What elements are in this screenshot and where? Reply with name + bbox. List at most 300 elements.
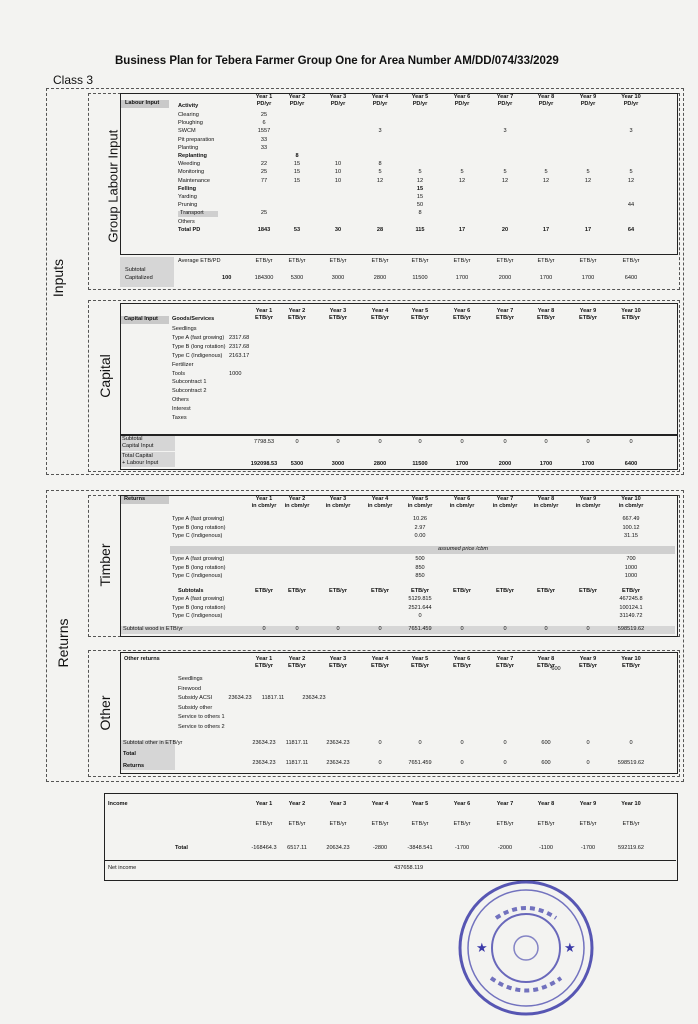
wood-subtotal-6: 0 <box>460 626 464 632</box>
unit-header-4: ETB/yr <box>370 315 390 321</box>
timber-price-y10: 1000 <box>624 573 638 579</box>
etb-unit-10: ETB/yr <box>622 258 640 264</box>
activity-weeding: Weeding <box>178 161 200 168</box>
activity-yarding: Yarding <box>178 194 197 200</box>
other-item: Service to others 1 <box>178 714 225 720</box>
year-header-3: Year 3 <box>329 656 347 662</box>
unit-header-1: PD/yr <box>256 101 272 107</box>
unit-header-1: ETB/yr <box>254 315 274 321</box>
year-header-4: Year 4 <box>371 656 389 662</box>
wood-subtotal-3: 0 <box>336 626 340 632</box>
timber-etb-unit-1: ETB/yr <box>254 588 274 594</box>
total-returns-value-1: 23634.23 <box>252 760 276 766</box>
capital-item: Others <box>172 397 189 404</box>
year-header-1: Year 1 <box>255 308 273 314</box>
income-heading: Income <box>108 801 128 807</box>
year-header-1: Year 1 <box>255 656 273 662</box>
labour-subtotal-2: 5300 <box>290 275 304 281</box>
income-total-3: 20634.23 <box>326 845 350 851</box>
labour-value: 8 <box>418 210 422 217</box>
year-header-5: Year 5 <box>411 308 429 314</box>
income-unit-4: ETB/yr <box>371 821 389 827</box>
unit-header-3: in cbm/yr <box>325 503 351 509</box>
unit-header-7: ETB/yr <box>495 315 515 321</box>
unit-header-3: ETB/yr <box>328 315 348 321</box>
year-header-9: Year 9 <box>579 496 597 502</box>
capital-item: Interest <box>172 406 191 413</box>
capital-subtotal-label-1: Subtotal <box>122 436 143 442</box>
capital-table <box>120 303 678 435</box>
year-header-10: Year 10 <box>621 496 641 502</box>
other-y8-value: 600 <box>551 666 561 672</box>
capital-subtotal-2: 0 <box>295 439 299 445</box>
capital-total-6: 1700 <box>455 461 469 467</box>
subsidy-value: 11817.11 <box>261 695 285 701</box>
timber-type-price: Type A (fast growing) <box>172 556 225 562</box>
year-header-2: Year 2 <box>288 496 306 502</box>
timber-cbm-y5: 2.97 <box>414 524 426 531</box>
labour-value: 28 <box>376 226 384 233</box>
year-header-1: Year 1 <box>255 94 273 100</box>
labour-value: 20 <box>501 226 509 233</box>
capital-total-9: 1700 <box>581 461 595 467</box>
unit-header-9: ETB/yr <box>578 663 598 669</box>
unit-header-4: ETB/yr <box>370 663 390 669</box>
unit-header-1: in cbm/yr <box>251 503 277 509</box>
timber-etb-unit-8: ETB/yr <box>536 588 556 594</box>
year-header-2: Year 2 <box>288 656 306 662</box>
wood-subtotal-5: 7651.459 <box>408 626 432 632</box>
avg-value: 100 <box>222 275 232 281</box>
other-item: Service to others 2 <box>178 723 225 730</box>
labour-value: 3 <box>629 128 633 135</box>
labour-value: 15 <box>293 161 301 168</box>
timber-type-price: Type C (Indigenous) <box>172 573 223 579</box>
unit-header-8: ETB/yr <box>536 315 556 321</box>
year-header-5: Year 5 <box>411 496 429 502</box>
year-header-9: Year 9 <box>579 308 597 314</box>
labour-subtotal-8: 1700 <box>539 275 553 281</box>
year-header-4: Year 4 <box>371 94 389 100</box>
activity-maintenance: Maintenance <box>178 177 211 184</box>
capital-subtotal-5: 0 <box>418 439 422 445</box>
year-header-1: Year 1 <box>255 801 273 807</box>
income-unit-8: ETB/yr <box>537 821 555 827</box>
avg-label: Average ETB/PD <box>178 258 221 264</box>
labour-value: 25 <box>260 169 268 176</box>
activity-transport: Transport <box>178 211 218 217</box>
capital-item: Tools <box>172 370 186 377</box>
income-unit-9: ETB/yr <box>579 821 597 827</box>
etb-unit-4: ETB/yr <box>371 258 389 264</box>
year-header-6: Year 6 <box>453 656 471 662</box>
price-band <box>170 546 675 554</box>
unit-header-6: ETB/yr <box>452 315 472 321</box>
etb-unit-9: ETB/yr <box>579 258 597 264</box>
capital-heading: Capital Input <box>124 316 158 322</box>
class-label: Class 3 <box>53 73 94 87</box>
year-header-1: Year 1 <box>255 496 273 502</box>
etb-unit-8: ETB/yr <box>537 258 555 264</box>
year-header-7: Year 7 <box>496 656 514 662</box>
other-subtotal-label: Subtotal other in ETB/yr <box>123 740 183 746</box>
unit-header-5: ETB/yr <box>410 315 430 321</box>
timber-etb-y10: 100124.1 <box>619 604 643 611</box>
unit-header-7: PD/yr <box>497 101 513 107</box>
year-header-7: Year 7 <box>496 496 514 502</box>
labour-heading: Labour Input <box>125 100 160 106</box>
capital-item: Type C (Indigenous) <box>172 352 223 359</box>
labour-value: 5 <box>586 169 590 176</box>
labour-subtotal-4: 2800 <box>373 275 387 281</box>
year-header-3: Year 3 <box>329 496 347 502</box>
labour-value: 15 <box>293 169 301 176</box>
labour-value: 12 <box>542 177 550 184</box>
unit-header-9: PD/yr <box>580 101 596 107</box>
labour-value: 50 <box>416 202 424 209</box>
total-returns-value-6: 0 <box>460 760 464 766</box>
income-unit-2: ETB/yr <box>288 821 306 827</box>
labour-value: 6 <box>262 120 266 127</box>
labour-value: 5 <box>460 169 464 176</box>
labour-value: 25 <box>260 112 268 118</box>
unit-header-4: in cbm/yr <box>367 503 393 509</box>
year-header-10: Year 10 <box>621 94 641 100</box>
year-header-6: Year 6 <box>453 308 471 314</box>
capital-subtotal-label-2: Capital Input <box>122 443 154 449</box>
timber-etb-unit-7: ETB/yr <box>495 588 515 594</box>
capital-total-label-1: Total Capital <box>122 453 153 459</box>
net-income-value: 437658.119 <box>394 865 424 871</box>
labour-value: 5 <box>503 169 507 176</box>
income-total-1: -168464.3 <box>251 845 277 851</box>
capital-item-value: 1000 <box>229 370 242 377</box>
labour-value: 10 <box>334 177 342 184</box>
year-header-2: Year 2 <box>288 94 306 100</box>
labour-value: 33 <box>260 144 268 151</box>
income-unit-7: ETB/yr <box>496 821 514 827</box>
income-total-6: -1700 <box>454 845 470 851</box>
capital-total-4: 2800 <box>373 461 387 467</box>
labour-subtotal-3: 3000 <box>331 275 345 281</box>
timber-etb-unit-5: ETB/yr <box>410 588 430 594</box>
timber-etb-y5: 5129.815 <box>408 596 432 602</box>
etb-unit-5: ETB/yr <box>411 258 429 264</box>
timber-price-y10: 700 <box>626 556 636 562</box>
labour-value: 5 <box>378 169 382 176</box>
year-header-5: Year 5 <box>411 656 429 662</box>
unit-header-2: in cbm/yr <box>284 503 310 509</box>
activity-pruning: Pruning <box>178 202 198 209</box>
capital-item-value: 2163.17 <box>229 352 250 359</box>
svg-text:★: ★ <box>564 941 576 956</box>
activity-total-pd: Total PD <box>178 226 201 233</box>
activity-ploughing: Ploughing <box>178 120 203 127</box>
income-unit-10: ETB/yr <box>622 821 640 827</box>
year-header-9: Year 9 <box>579 94 597 100</box>
labour-value: 12 <box>501 177 509 184</box>
wood-subtotal-4: 0 <box>378 626 382 632</box>
income-total-7: -2000 <box>497 845 513 851</box>
capital-total-1: 192098.53 <box>250 461 278 467</box>
capital-subtotal-8: 0 <box>544 439 548 445</box>
timber-etb-y10: 467245.8 <box>619 596 643 602</box>
timber-cbm-y5: 10.26 <box>413 516 427 522</box>
other-subtotal-4: 0 <box>378 740 382 746</box>
labour-value: 53 <box>293 226 301 233</box>
timber-etb-unit-6: ETB/yr <box>452 588 472 594</box>
labour-value: 8 <box>378 161 382 168</box>
net-income-divider <box>104 860 676 861</box>
labour-value: 5 <box>629 169 633 176</box>
year-header-10: Year 10 <box>621 801 641 807</box>
year-header-6: Year 6 <box>453 801 471 807</box>
timber-etb-y5: 2521.644 <box>408 604 432 611</box>
wood-subtotal-10: 598519.62 <box>617 626 645 632</box>
timber-etb-y5: 0 <box>418 613 422 619</box>
year-header-3: Year 3 <box>329 308 347 314</box>
unit-header-4: PD/yr <box>372 101 388 107</box>
labour-value: 115 <box>415 226 425 233</box>
other-table <box>120 652 678 774</box>
etb-unit-3: ETB/yr <box>329 258 347 264</box>
labour-subtotal-9: 1700 <box>581 275 595 281</box>
year-header-7: Year 7 <box>496 801 514 807</box>
capital-subtotal-3: 0 <box>336 439 340 445</box>
capital-total-10: 6400 <box>624 461 638 467</box>
year-header-4: Year 4 <box>371 496 389 502</box>
timber-type-etb: Type A (fast growing) <box>172 596 225 602</box>
capital-subtotal-7: 0 <box>503 439 507 445</box>
capital-subtotal-10: 0 <box>629 439 633 445</box>
capital-total-label-2: + Labour Input <box>122 460 159 466</box>
labour-value: 25 <box>260 210 268 217</box>
capital-item-value: 2317.68 <box>229 334 250 341</box>
other-item: Subsidy ACSI <box>178 695 213 701</box>
unit-header-8: in cbm/yr <box>533 503 559 509</box>
etb-unit-1: ETB/yr <box>255 258 273 264</box>
labour-subtotal-1: 184300 <box>254 275 274 281</box>
capital-item: Subcontract 2 <box>172 388 207 395</box>
labour-value: 5 <box>418 169 422 176</box>
year-header-4: Year 4 <box>371 308 389 314</box>
total-returns-value-8: 600 <box>541 760 551 766</box>
group-labour-label: Group Labour Input <box>105 129 121 243</box>
unit-header-10: PD/yr <box>623 101 639 107</box>
capital-subtotal-9: 0 <box>586 439 590 445</box>
wood-subtotal-9: 0 <box>586 626 590 632</box>
timber-price-y5: 850 <box>415 573 425 579</box>
labour-value: 17 <box>542 226 550 233</box>
income-total-5: -3848.541 <box>407 845 433 851</box>
total-returns-value-10: 598519.62 <box>617 760 645 766</box>
income-unit-5: ETB/yr <box>411 821 429 827</box>
returns-heading: Returns <box>124 496 146 502</box>
other-subtotal-10: 0 <box>629 740 633 746</box>
labour-subtotal-6: 1700 <box>455 275 469 281</box>
year-header-10: Year 10 <box>621 656 641 662</box>
unit-header-2: ETB/yr <box>287 315 307 321</box>
labour-subtotal-7: 2000 <box>498 275 512 281</box>
labour-value: 10 <box>334 169 342 176</box>
labour-value: 30 <box>334 226 342 233</box>
timber-type: Type A (fast growing) <box>172 516 225 522</box>
income-unit-1: ETB/yr <box>255 821 273 827</box>
labour-value: 15 <box>293 177 301 184</box>
capital-subtotal-6: 0 <box>460 439 464 445</box>
unit-header-6: in cbm/yr <box>449 503 475 509</box>
timber-price-y5: 500 <box>415 556 425 562</box>
capital-total-8: 1700 <box>539 461 553 467</box>
year-header-9: Year 9 <box>579 656 597 662</box>
activity-others: Others <box>178 218 195 225</box>
total-returns-value-3: 23634.23 <box>326 760 350 766</box>
capital-item: Seedlings <box>172 326 197 332</box>
unit-header-3: PD/yr <box>330 101 346 107</box>
activity-planting: Planting <box>178 144 199 151</box>
income-total-8: -1100 <box>539 845 553 851</box>
activity-monitoring: Monitoring <box>178 169 205 176</box>
timber-type-etb: Type B (long rotation) <box>172 604 226 611</box>
labour-subtotal-label-1: Subtotal <box>125 267 146 273</box>
labour-value: 17 <box>584 226 592 233</box>
timber-etb-y10: 31149.72 <box>619 613 643 619</box>
other-subtotal-3: 23634.23 <box>326 740 350 746</box>
total-returns-value-5: 7651.459 <box>408 760 432 766</box>
capital-item: Subcontract 1 <box>172 379 207 386</box>
capital-subtotal-1: 7798.53 <box>253 439 275 445</box>
official-seal <box>456 878 596 1018</box>
unit-header-8: ETB/yr <box>536 663 556 669</box>
year-header-6: Year 6 <box>453 496 471 502</box>
timber-etb-unit-3: ETB/yr <box>328 588 348 594</box>
capital-total-3: 3000 <box>331 461 345 467</box>
total-returns-label-1: Total <box>123 751 136 757</box>
labour-subtotal-10: 6400 <box>624 275 638 281</box>
year-header-2: Year 2 <box>288 308 306 314</box>
year-header-6: Year 6 <box>453 94 471 100</box>
year-header-8: Year 8 <box>537 801 555 807</box>
etb-unit-2: ETB/yr <box>288 258 306 264</box>
capital-total-7: 2000 <box>498 461 512 467</box>
timber-etb-unit-9: ETB/yr <box>578 588 598 594</box>
labour-value: 17 <box>458 226 466 233</box>
labour-value: 12 <box>458 177 466 184</box>
capital-item: Taxes <box>172 415 187 421</box>
income-total-9: -1700 <box>580 845 596 851</box>
year-header-8: Year 8 <box>537 656 555 662</box>
labour-value: 3 <box>378 128 382 135</box>
subtotals-label: Subtotals <box>178 588 204 594</box>
labour-subtotal-5: 11500 <box>412 275 428 281</box>
returns-label: Returns <box>55 618 71 668</box>
activity-pit-preparation: Pit preparation <box>178 136 215 143</box>
unit-header-1: ETB/yr <box>254 663 274 669</box>
labour-value: 64 <box>627 226 635 233</box>
other-heading: Other returns <box>124 656 160 662</box>
timber-etb-unit-4: ETB/yr <box>370 588 390 594</box>
activity-replanting: Replanting <box>178 153 207 159</box>
activity-swcm: SWCM <box>178 128 196 135</box>
unit-header-10: in cbm/yr <box>618 503 644 509</box>
labour-value: 1843 <box>257 226 271 233</box>
other-subtotal-7: 0 <box>503 740 507 746</box>
labour-value: 22 <box>260 161 268 168</box>
etb-unit-6: ETB/yr <box>453 258 471 264</box>
timber-type: Type C (Indigenous) <box>172 533 223 539</box>
unit-header-5: in cbm/yr <box>407 503 433 509</box>
year-header-8: Year 8 <box>537 496 555 502</box>
capital-item-value: 2317.68 <box>229 343 250 350</box>
inputs-label: Inputs <box>50 258 66 298</box>
labour-value: 44 <box>627 202 635 209</box>
labour-value: 12 <box>376 177 384 184</box>
year-header-9: Year 9 <box>579 801 597 807</box>
other-item: Firewood <box>178 685 202 692</box>
labour-value: 12 <box>584 177 592 184</box>
labour-value: 15 <box>416 194 424 200</box>
income-total-4: -2800 <box>372 845 388 851</box>
other-subtotal-1: 23634.23 <box>252 740 276 746</box>
year-header-3: Year 3 <box>329 94 347 100</box>
capital-total-2: 5300 <box>290 461 304 467</box>
other-subtotal-8: 600 <box>541 740 551 746</box>
timber-price-y10: 1000 <box>624 564 638 571</box>
unit-header-7: ETB/yr <box>495 663 515 669</box>
year-header-10: Year 10 <box>621 308 641 314</box>
timber-type-price: Type B (long rotation) <box>172 564 226 571</box>
net-income-label: Net income <box>108 865 137 871</box>
other-subtotal-5: 0 <box>418 740 422 746</box>
income-unit-3: ETB/yr <box>329 821 347 827</box>
labour-value: 12 <box>416 177 424 184</box>
wood-subtotal-1: 0 <box>262 626 266 632</box>
subsidy-value: 23634.23 <box>228 695 252 701</box>
timber-type-etb: Type C (Indigenous) <box>172 613 223 619</box>
labour-value: 12 <box>627 177 635 184</box>
activity-felling: Felling <box>178 185 197 192</box>
wood-subtotal-2: 0 <box>295 626 299 632</box>
total-returns-value-4: 0 <box>378 760 382 766</box>
income-total-label: Total <box>175 845 188 851</box>
activity-clearing: Clearing <box>178 112 199 118</box>
timber-etb-unit-10: ETB/yr <box>621 588 641 594</box>
timber-cbm-y10: 100.12 <box>622 524 640 531</box>
etb-unit-7: ETB/yr <box>496 258 514 264</box>
year-header-4: Year 4 <box>371 801 389 807</box>
year-header-7: Year 7 <box>496 308 514 314</box>
price-band-label: assumed price /cbm <box>438 546 489 552</box>
unit-header-9: in cbm/yr <box>575 503 601 509</box>
wood-subtotal-8: 0 <box>544 626 548 632</box>
year-header-8: Year 8 <box>537 308 555 314</box>
year-header-5: Year 5 <box>411 801 429 807</box>
year-header-2: Year 2 <box>288 801 306 807</box>
unit-header-8: PD/yr <box>538 101 554 107</box>
total-returns-value-2: 11817.11 <box>285 760 309 766</box>
labour-value: 8 <box>295 153 299 159</box>
labour-value: 15 <box>416 185 424 192</box>
capital-total-5: 11500 <box>412 461 428 467</box>
capital-item: Type A (fast growing) <box>172 334 225 341</box>
income-total-2: 6517.11 <box>287 845 307 851</box>
labour-value: 5 <box>544 169 548 176</box>
total-returns-value-9: 0 <box>586 760 590 766</box>
unit-header-2: PD/yr <box>289 101 305 107</box>
total-returns-value-7: 0 <box>503 760 507 766</box>
unit-header-2: ETB/yr <box>287 663 307 669</box>
total-returns-label-2: Returns <box>123 763 145 769</box>
